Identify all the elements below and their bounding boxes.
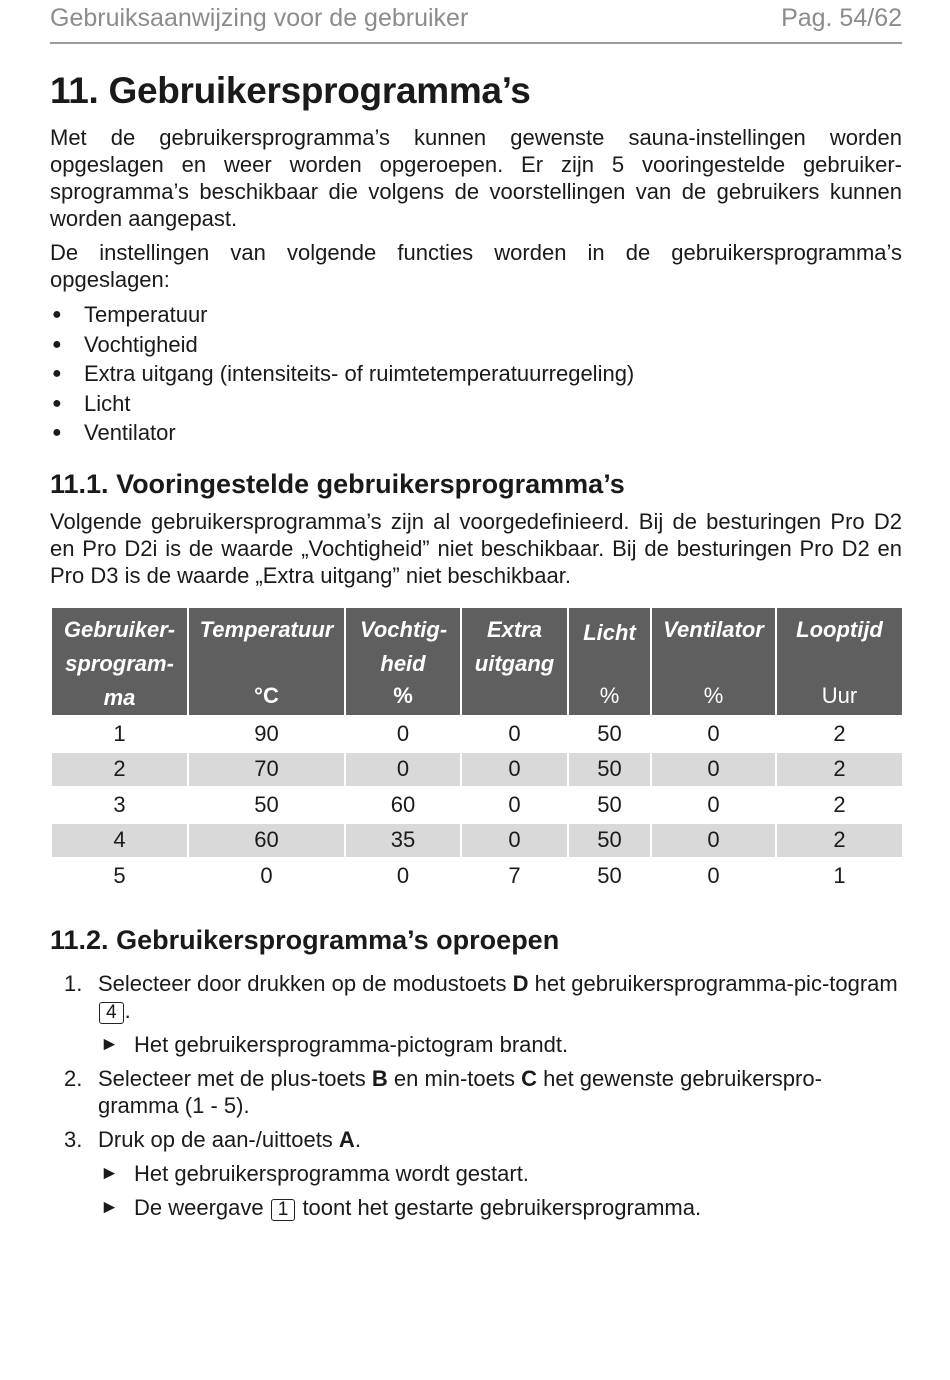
plus-key-label: B xyxy=(371,1066,388,1091)
table-cell: 2 xyxy=(776,823,903,859)
table-cell: 90 xyxy=(188,716,345,752)
column-header: Gebruiker-sprogram-ma xyxy=(51,607,188,716)
table-cell: 0 xyxy=(461,787,568,823)
table-cell: 60 xyxy=(188,823,345,859)
user-programs-table xyxy=(50,606,904,895)
table-cell: 0 xyxy=(651,752,776,788)
list-item: ● Extra uitgang (intensiteits- of ruimtetemperatuurregeling) xyxy=(50,359,634,389)
table-cell: 2 xyxy=(776,716,903,752)
header-title: Gebruiksaanwijzing voor de gebruiker xyxy=(50,4,469,32)
table-cell: 50 xyxy=(568,716,651,752)
table-row xyxy=(51,716,903,752)
minus-key-label: C xyxy=(521,1066,537,1091)
column-header: Extra uitgang xyxy=(461,607,568,716)
arrow-icon: ► xyxy=(100,1034,119,1055)
table-cell: 50 xyxy=(188,787,345,823)
display-1-icon: 1 xyxy=(271,1199,296,1221)
step-number: 3. xyxy=(64,1127,83,1152)
table-cell: 0 xyxy=(345,858,461,894)
step-item: 1. Selecteer door drukken op de modustoets D het gebruikersprogramma-pic-togram 4 . ► Het gebruikersprogramma-pictogram brandt. xyxy=(50,970,902,1058)
column-header: Looptijd Uur xyxy=(776,607,903,716)
table-cell: 5 xyxy=(51,858,188,894)
step-result: ► Het gebruikersprogramma-pictogram brandt. xyxy=(100,1032,569,1057)
table-cell: 0 xyxy=(461,716,568,752)
table-cell: 50 xyxy=(568,858,651,894)
table-cell: 0 xyxy=(651,716,776,752)
recall-steps xyxy=(50,970,902,1228)
step-result: ► Het gebruikersprogramma wordt gestart. xyxy=(100,1161,529,1186)
arrow-icon: ► xyxy=(100,1163,119,1184)
step-item: 2. Selecteer met de plus-toets B en min-toets C het gewenste gebruikerspro-gramma (1 - 5). xyxy=(64,1066,822,1118)
table-cell: 3 xyxy=(51,787,188,823)
step-number: 2. xyxy=(64,1066,83,1091)
table-row xyxy=(51,823,903,859)
table-row xyxy=(51,858,903,894)
table-cell: 0 xyxy=(651,858,776,894)
table-cell: 0 xyxy=(651,823,776,859)
step-number: 1. xyxy=(64,971,83,996)
list-item: ● Vochtigheid xyxy=(50,330,634,360)
column-header: Temperatuur °C xyxy=(188,607,345,716)
table-cell: 70 xyxy=(188,752,345,788)
table-cell: 60 xyxy=(345,787,461,823)
power-key-label: A xyxy=(338,1127,355,1152)
subsection-title-presets: 11.1. Vooringestelde gebruikersprogramma’s xyxy=(50,469,625,499)
subsection-title-recall: 11.2. Gebruikersprogramma’s oproepen xyxy=(50,925,560,955)
table-cell: 7 xyxy=(461,858,568,894)
table-cell: 0 xyxy=(188,858,345,894)
table-cell: 2 xyxy=(51,752,188,788)
table-cell: 0 xyxy=(651,787,776,823)
table-header-row xyxy=(51,607,903,716)
table-cell: 1 xyxy=(776,858,903,894)
presets-paragraph: Volgende gebruikersprogramma’s zijn al voorgedefinieerd. Bij de besturingen Pro D2 en Pro D2i is de waarde „Vochtigheid” niet beschikbaar. Bij de besturingen Pro D2 en Pro D3 is de waarde „Extra uitgang” niet beschikbaar. xyxy=(50,509,902,588)
table-cell: 35 xyxy=(345,823,461,859)
table-cell: 0 xyxy=(345,752,461,788)
functions-paragraph: De instellingen van volgende functies worden in de gebruikersprogramma’s opgeslagen: xyxy=(50,240,902,292)
step-result: ► De weergave 1 toont het gestarte gebruikersprogramma. xyxy=(100,1195,702,1220)
list-item: ● Licht xyxy=(50,389,634,419)
table-cell: 0 xyxy=(461,823,568,859)
page-number: Pag. 54/62 xyxy=(781,4,902,32)
table-cell: 1 xyxy=(51,716,188,752)
mode-key-label: D xyxy=(512,971,529,996)
table-cell: 2 xyxy=(776,787,903,823)
list-item: ● Ventilator xyxy=(50,418,634,448)
list-item: ● Temperatuur xyxy=(50,300,634,330)
column-header: Vochtig-heid % xyxy=(345,607,461,716)
table-row xyxy=(51,752,903,788)
page-header xyxy=(50,4,902,44)
table-cell: 2 xyxy=(776,752,903,788)
table-cell: 50 xyxy=(568,752,651,788)
step-item: 3. Druk op de aan-/uittoets A. ► Het gebruikersprogramma wordt gestart. ► De weergave 1 toont het gestarte gebruikersprogramma. xyxy=(50,1126,902,1221)
table-cell: 0 xyxy=(345,716,461,752)
table-cell: 50 xyxy=(568,823,651,859)
arrow-icon: ► xyxy=(100,1197,119,1218)
column-header: Ventilator % xyxy=(651,607,776,716)
table-cell: 0 xyxy=(461,752,568,788)
section-title: 11. Gebruikersprogramma’s xyxy=(50,70,531,111)
pictogram-4-icon: 4 xyxy=(99,1002,124,1024)
intro-paragraph: Met de gebruikersprogramma’s kunnen gewenste sauna-instellingen worden opgeslagen en weer worden opgeroepen. Er zijn 5 vooringestelde gebruiker-sprogramma’s beschikbaar die volgens de voorstellingen van de gebruikers kunnen worden aangepast. xyxy=(50,125,902,231)
table-row xyxy=(51,787,903,823)
table-cell: 4 xyxy=(51,823,188,859)
function-list xyxy=(50,300,634,448)
table-cell: 50 xyxy=(568,787,651,823)
column-header: Licht % xyxy=(568,607,651,716)
